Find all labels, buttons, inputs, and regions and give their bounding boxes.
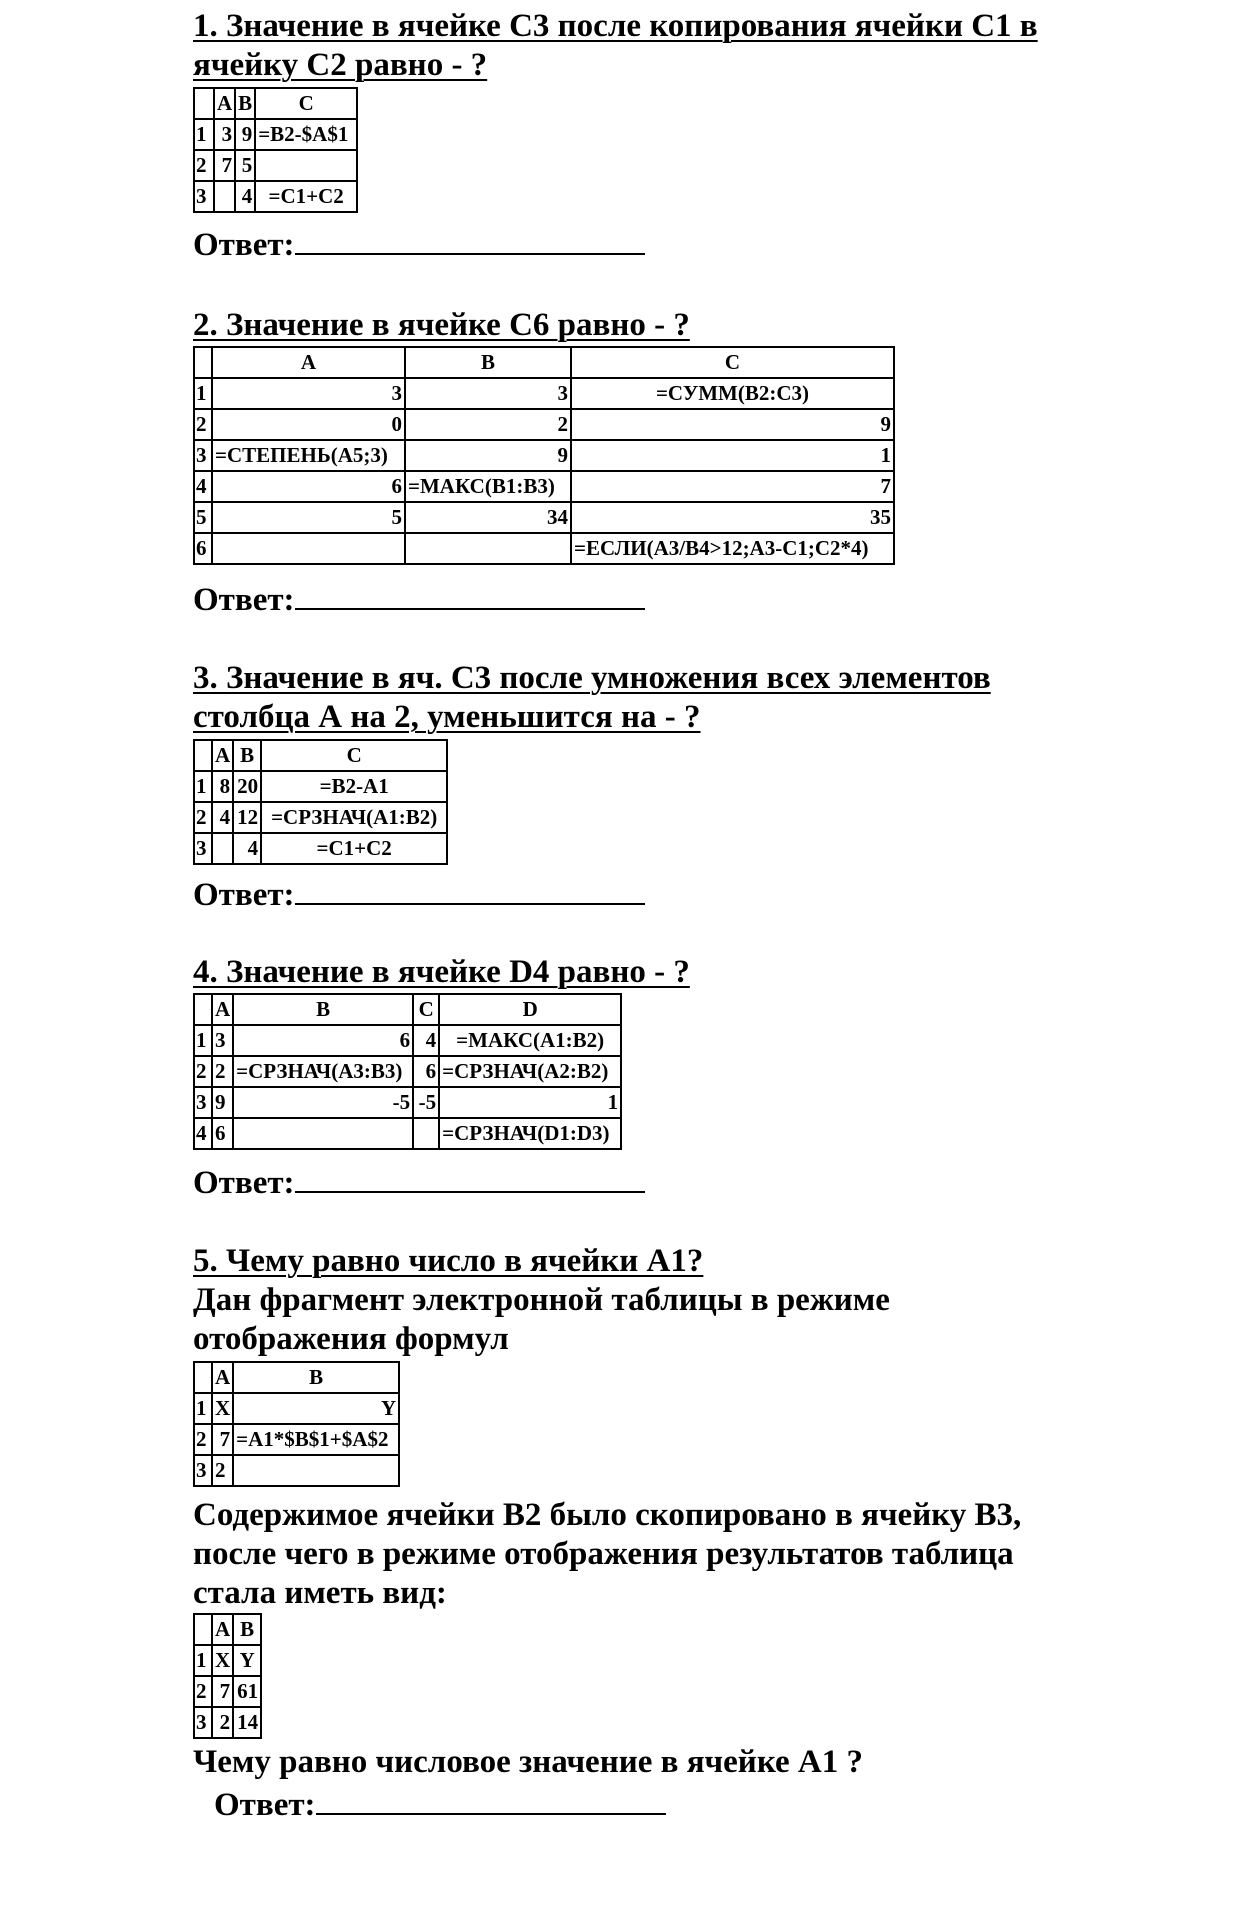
table-cell: 6 [413,1056,439,1087]
answer-blank-line[interactable] [295,223,645,255]
answer-blank-line[interactable] [316,1783,666,1815]
table-cell: 5 [212,502,405,533]
row-number: 3 [194,440,212,471]
table-cell: 14 [233,1707,261,1738]
table-row [194,502,894,533]
table-cell: 3 [405,378,571,409]
table-cell: 9 [405,440,571,471]
answer-label: Ответ: [193,877,295,913]
row-number: 1 [194,1025,212,1056]
table-cell: =C1+C2 [261,833,447,864]
table-row [194,471,894,502]
header-cell [194,994,212,1025]
table-cell: 5 [235,150,255,181]
table-cell: 6 [212,1118,233,1149]
header-cell: D [439,994,621,1025]
header-cell [194,1362,212,1393]
table-cell: 4 [233,833,261,864]
row-number: 4 [194,471,212,502]
q4-title-line: 4. Значение в ячейке D4 равно - ? [193,954,690,990]
table-cell: =A1*$B$1+$A$2 [233,1424,399,1455]
header-cell: A [212,994,233,1025]
table-cell [255,150,357,181]
q3-title [193,659,1193,737]
q5-intro [193,1281,1193,1359]
table-header-row [194,740,447,771]
table-cell: 3 [212,1025,233,1056]
table-cell: 4 [235,181,255,212]
table-cell: 8 [212,771,233,802]
table-row [194,802,447,833]
table-cell: =СТЕПЕНЬ(A5;3) [212,440,405,471]
table-row [194,1645,261,1676]
q1-title-line1: 1. Значение в ячейке С3 после копирования ячейки С1 в [193,8,1038,44]
row-number: 2 [194,1056,212,1087]
table-cell: =ЕСЛИ(A3/B4>12;A3-C1;C2*4) [571,533,894,564]
answer-label: Ответ: [193,227,295,263]
q1-table [193,87,358,213]
q5-mid-line2: после чего в режиме отображения результатов таблица [193,1536,1014,1572]
table-cell [212,833,233,864]
table-cell: 3 [214,119,235,150]
header-cell: A [214,88,235,119]
table-cell [233,1455,399,1486]
q5-intro-line1: Дан фрагмент электронной таблицы в режиме [193,1282,890,1318]
q5-result-table [193,1613,262,1739]
table-cell: 7 [571,471,894,502]
table-cell: 35 [571,502,894,533]
header-cell: C [571,347,894,378]
table-header-row [194,1362,399,1393]
header-cell: A [212,1362,233,1393]
table-header-row [194,88,357,119]
table-cell: =B2-A1 [261,771,447,802]
table-row [194,409,894,440]
table-row [194,1087,621,1118]
row-number: 3 [194,1087,212,1118]
row-number: 2 [194,150,214,181]
table-cell: =B2-$A$1 [255,119,357,150]
row-number: 1 [194,1645,212,1676]
table-cell [405,533,571,564]
q5-title-line: 5. Чему равно число в ячейки А1? [193,1243,704,1279]
table-cell: =МАКС(A1:B2) [439,1025,621,1056]
q2-title [193,306,1193,345]
header-cell [194,1614,212,1645]
q1-title [193,7,1193,85]
table-row [194,771,447,802]
q1-title-line2: ячейку С2 равно - ? [193,47,488,83]
table-cell [212,533,405,564]
table-cell: 2 [212,1056,233,1087]
table-cell: 7 [212,1676,233,1707]
q2-title-line: 2. Значение в ячейке С6 равно - ? [193,307,690,343]
table-row [194,1424,399,1455]
table-cell [214,181,235,212]
table-cell: 4 [413,1025,439,1056]
table-row [194,378,894,409]
table-cell: 7 [214,150,235,181]
table-cell: 9 [235,119,255,150]
table-cell: 6 [212,471,405,502]
q5-mid-line3: стала иметь вид: [193,1575,447,1611]
table-cell: 2 [212,1455,233,1486]
table-row [194,150,357,181]
table-cell: =СРЗНАЧ(A1:B2) [261,802,447,833]
table-cell: 3 [212,378,405,409]
answer-label: Ответ: [193,582,295,618]
table-cell: =СРЗНАЧ(D1:D3) [439,1118,621,1149]
table-cell: 20 [233,771,261,802]
q3-title-line1: 3. Значение в яч. С3 после умножения всех элементов [193,660,991,696]
q5-question: Чему равно числовое значение в ячейке А1 ? [193,1744,863,1780]
table-cell: Y [233,1393,399,1424]
table-cell: X [212,1393,233,1424]
row-number: 2 [194,802,212,833]
table-cell: =СУММ(B2:C3) [571,378,894,409]
table-cell: Y [233,1645,261,1676]
table-cell [413,1118,439,1149]
table-cell: 9 [571,409,894,440]
q2-answer [193,578,645,620]
table-cell: 1 [571,440,894,471]
row-number: 3 [194,1455,212,1486]
q3-table [193,739,448,865]
table-cell [233,1118,413,1149]
header-cell: B [233,1614,261,1645]
q5-formula-table [193,1361,400,1487]
table-cell: =СРЗНАЧ(A3:B3) [233,1056,413,1087]
table-header-row [194,347,894,378]
table-cell: -5 [413,1087,439,1118]
answer-blank-line[interactable] [295,1161,645,1193]
table-row [194,440,894,471]
table-cell: 1 [439,1087,621,1118]
header-cell: A [212,1614,233,1645]
header-cell: C [255,88,357,119]
q5-answer [214,1783,666,1825]
table-row [194,181,357,212]
table-row [194,1118,621,1149]
table-row [194,1455,399,1486]
table-cell: 34 [405,502,571,533]
row-number: 5 [194,502,212,533]
row-number: 1 [194,119,214,150]
header-cell [194,88,214,119]
table-row [194,1056,621,1087]
table-row [194,1707,261,1738]
header-cell: B [405,347,571,378]
table-row [194,833,447,864]
table-cell: 0 [212,409,405,440]
table-header-row [194,994,621,1025]
q1-answer [193,223,645,265]
table-cell: 12 [233,802,261,833]
header-cell: C [261,740,447,771]
row-number: 4 [194,1118,212,1149]
table-header-row [194,1614,261,1645]
row-number: 3 [194,1707,212,1738]
header-cell [194,347,212,378]
table-cell: 2 [212,1707,233,1738]
q4-table [193,993,622,1150]
row-number: 6 [194,533,212,564]
answer-label: Ответ: [193,1165,295,1201]
q5-mid-line1: Содержимое ячейки B2 было скопировано в ячейку B3, [193,1497,1022,1533]
row-number: 2 [194,1676,212,1707]
row-number: 2 [194,1424,212,1455]
header-cell: C [413,994,439,1025]
table-row [194,1393,399,1424]
table-cell: =СРЗНАЧ(A2:B2) [439,1056,621,1087]
table-cell: 61 [233,1676,261,1707]
row-number: 2 [194,409,212,440]
q4-title [193,953,1193,992]
q4-answer [193,1161,645,1203]
table-cell: =МАКС(B1:B3) [405,471,571,502]
table-row [194,119,357,150]
table-row [194,533,894,564]
answer-blank-line[interactable] [295,578,645,610]
table-cell: 7 [212,1424,233,1455]
answer-blank-line[interactable] [295,873,645,905]
table-cell: =C1+C2 [255,181,357,212]
table-cell: 9 [212,1087,233,1118]
table-cell: -5 [233,1087,413,1118]
header-cell: B [233,1362,399,1393]
table-row [194,1025,621,1056]
table-cell: 6 [233,1025,413,1056]
table-cell: 2 [405,409,571,440]
q3-answer [193,873,645,915]
table-cell: 4 [212,802,233,833]
row-number: 1 [194,771,212,802]
row-number: 3 [194,833,212,864]
answer-label: Ответ: [214,1787,316,1823]
q3-title-line2: столбца А на 2, уменьшится на - ? [193,699,701,735]
header-cell [194,740,212,771]
header-cell: B [233,994,413,1025]
header-cell: B [233,740,261,771]
row-number: 1 [194,1393,212,1424]
q2-table [193,346,895,565]
row-number: 1 [194,378,212,409]
q5-intro-line2: отображения формул [193,1321,509,1357]
q5-title [193,1242,1193,1281]
table-cell: X [212,1645,233,1676]
header-cell: A [212,740,233,771]
row-number: 3 [194,181,214,212]
table-row [194,1676,261,1707]
q5-middle-text [193,1496,1193,1613]
header-cell: A [212,347,405,378]
header-cell: B [235,88,255,119]
